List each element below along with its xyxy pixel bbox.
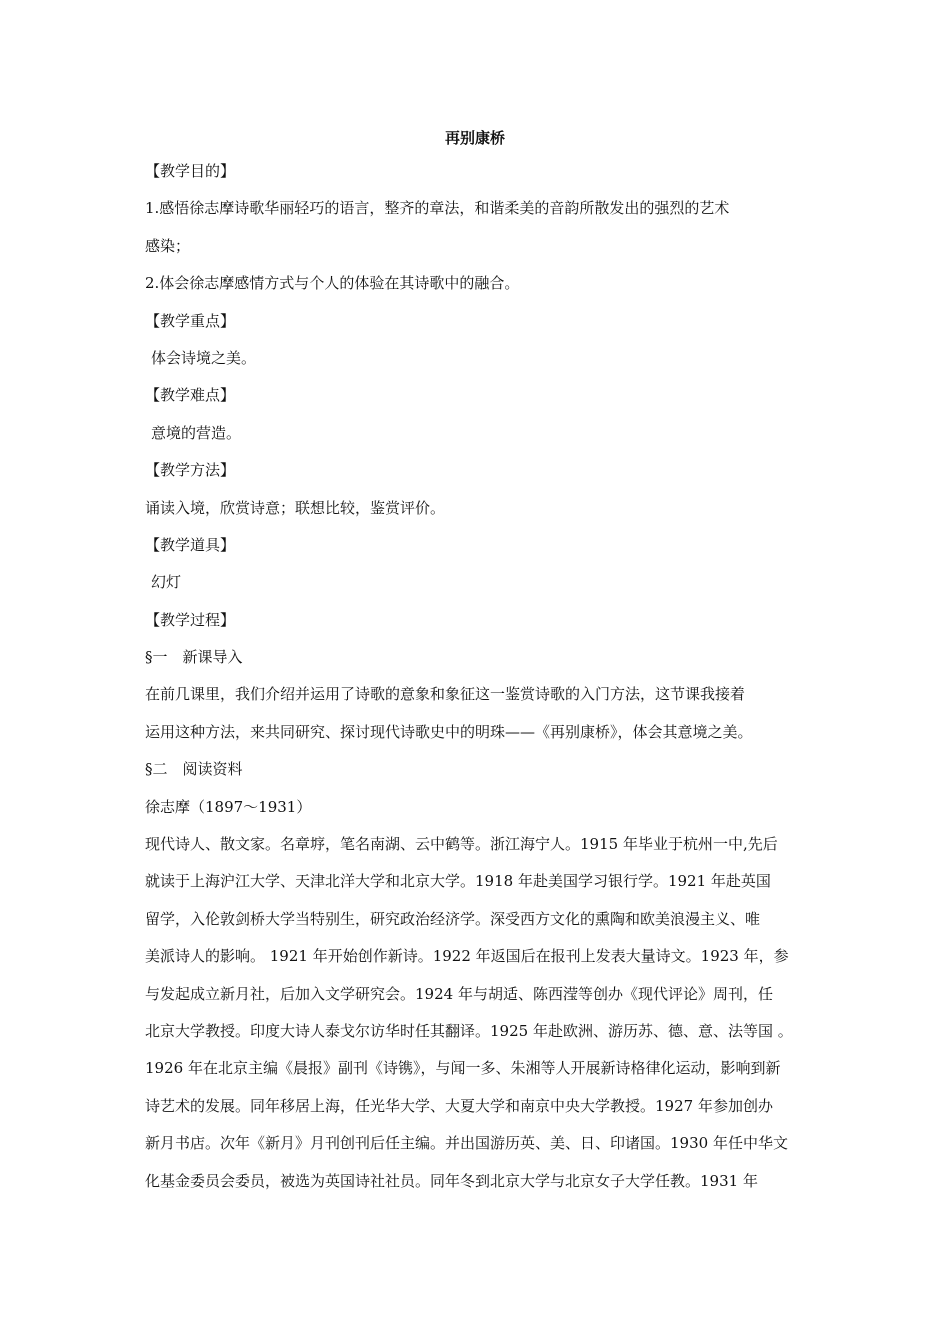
- paragraph-line: 意境的营造。: [151, 423, 242, 442]
- section-heading-1: §一 新课导入: [145, 648, 243, 667]
- paragraph-line: 体会诗境之美。: [151, 348, 257, 367]
- paragraph-line: 感染；: [145, 236, 191, 255]
- paragraph-line: 美派诗人的影响。 1921 年开始创作新诗。1922 年返国后在报刊上发表大量诗文。1923 年，参: [145, 947, 789, 966]
- paragraph-line: 1926 年在北京主编《晨报》副刊《诗镌》，与闻一多、朱湘等人开展新诗格律化运动，影响到新: [145, 1059, 781, 1078]
- heading-methods: 【教学方法】: [145, 461, 236, 480]
- paragraph-line: 1.感悟徐志摩诗歌华丽轻巧的语言，整齐的章法，和谐柔美的音韵所散发出的强烈的艺术: [145, 199, 730, 218]
- paragraph-line: 化基金委员会委员，被选为英国诗社社员。同年冬到北京大学与北京女子大学任教。1931 年: [145, 1171, 758, 1190]
- paragraph-line: 就读于上海沪江大学、天津北洋大学和北京大学。1918 年赴美国学习银行学。1921 年赴英国: [145, 872, 771, 891]
- paragraph-line: 留学，入伦敦剑桥大学当特别生，研究政治经济学。深受西方文化的熏陶和欧美浪漫主义、唯: [145, 909, 761, 928]
- heading-tools: 【教学道具】: [145, 535, 236, 554]
- paragraph-line: 新月书店。次年《新月》月刊创刊后任主编。并出国游历英、美、日、印诸国。1930 年任中华文: [145, 1134, 788, 1153]
- paragraph-line: 在前几课里，我们介绍并运用了诗歌的意象和象征这一鉴赏诗歌的入门方法，这节课我接着: [145, 685, 746, 704]
- paragraph-line: 幻灯: [151, 573, 182, 592]
- paragraph-line: 与发起成立新月社，后加入文学研究会。1924 年与胡适、陈西滢等创办《现代评论》周刊，任: [145, 984, 773, 1003]
- section-heading-2: §二 阅读资料: [145, 760, 243, 779]
- document-body: [145, 158, 820, 1205]
- paragraph-line: 现代诗人、散文家。名章垿，笔名南湖、云中鹤等。浙江海宁人。1915 年毕业于杭州一中,先后: [145, 835, 778, 854]
- paragraph-line: 诗艺术的发展。同年移居上海，任光华大学、大夏大学和南京中央大学教授。1927 年参加创办: [145, 1096, 773, 1115]
- heading-difficulties: 【教学难点】: [145, 386, 236, 405]
- document-title: 再别康桥: [444, 129, 505, 147]
- heading-key-points: 【教学重点】: [145, 311, 236, 330]
- author-heading: 徐志摩（1897～1931）: [145, 797, 312, 816]
- paragraph-line: 北京大学教授。印度大诗人泰戈尔访华时任其翻译。1925 年赴欧洲、游历苏、德、意、法等国 。: [145, 1021, 793, 1040]
- paragraph-line: 诵读入境，欣赏诗意；联想比较，鉴赏评价。: [145, 498, 446, 517]
- paragraph-line: 运用这种方法，来共同研究、探讨现代诗歌史中的明珠——《再别康桥》，体会其意境之美。: [145, 722, 753, 741]
- heading-process: 【教学过程】: [145, 610, 236, 629]
- paragraph-line: 2.体会徐志摩感情方式与个人的体验在其诗歌中的融合。: [145, 274, 520, 293]
- heading-objectives: 【教学目的】: [145, 162, 236, 180]
